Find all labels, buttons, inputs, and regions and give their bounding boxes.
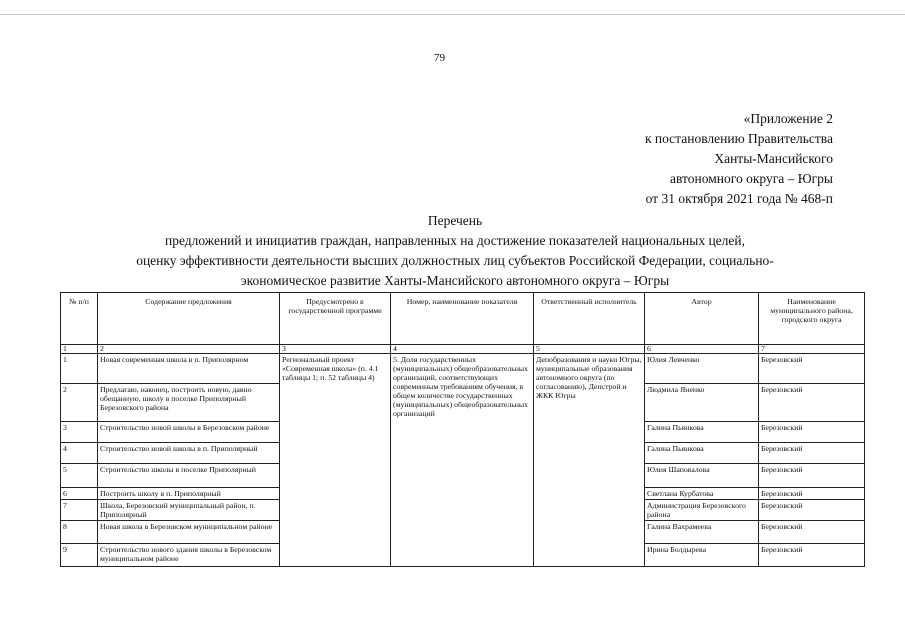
executor-cell: Депобразования и науки Югры, муниципальные образования автономного округа (по согласованию), Депстрой и ЖКК Югры — [534, 354, 645, 567]
row-proposal: Новая школа в Березовском муниципальном районе — [98, 521, 280, 544]
row-municipality: Березовский — [759, 422, 865, 443]
row-municipality: Березовский — [759, 521, 865, 544]
row-municipality: Березовский — [759, 544, 865, 567]
column-number: 2 — [98, 345, 280, 354]
header-number: № п/п — [61, 293, 98, 345]
scan-top-line — [0, 14, 905, 15]
appendix-header — [513, 109, 833, 209]
column-number: 3 — [280, 345, 391, 354]
row-proposal: Предлагаю, наконец, построить новую, давно обещанную, школу в поселке Приполярный Березовского района — [98, 384, 280, 422]
header-author: Автор — [645, 293, 759, 345]
row-number: 1 — [61, 354, 98, 384]
column-number: 6 — [645, 345, 759, 354]
row-number: 3 — [61, 422, 98, 443]
row-author: Галина Пьянкова — [645, 422, 759, 443]
row-author: Людмила Яненко — [645, 384, 759, 422]
table-row — [61, 354, 865, 384]
header-indicator: Номер, наименование показателя — [391, 293, 534, 345]
row-number: 2 — [61, 384, 98, 422]
header-program: Предусмотрено в государственной программе — [280, 293, 391, 345]
header-proposal: Содержание предложения — [98, 293, 280, 345]
row-municipality: Березовский — [759, 500, 865, 521]
row-number: 8 — [61, 521, 98, 544]
row-municipality: Березовский — [759, 354, 865, 384]
column-number-row — [61, 345, 865, 354]
row-author: Галина Пьянкова — [645, 443, 759, 464]
row-municipality: Березовский — [759, 464, 865, 488]
indicator-cell: 5. Доля государственных (муниципальных) общеобразовательных организаций, соответствующих современным требованиям обучения, в общем количестве государственных (муниципальных) общеобразовательных организаций — [391, 354, 534, 567]
appendix-line: Ханты-Мансийского — [714, 151, 833, 166]
row-proposal: Школа, Березовский муниципальный район, п. Приполярный — [98, 500, 280, 521]
row-author: Ирина Болдырева — [645, 544, 759, 567]
row-municipality: Березовский — [759, 443, 865, 464]
row-proposal: Новая современная школа в п. Приполярном — [98, 354, 280, 384]
row-proposal: Строительство новой школы в п. Приполярный — [98, 443, 280, 464]
proposals-table — [60, 292, 865, 567]
row-number: 7 — [61, 500, 98, 521]
header-executor: Ответственный исполнитель — [534, 293, 645, 345]
appendix-line: «Приложение 2 — [743, 111, 833, 126]
appendix-line: к постановлению Правительства — [644, 131, 833, 146]
program-cell: Региональный проект «Современная школа» (п. 4.1 таблицы 1; п. 52 таблицы 4) — [280, 354, 391, 567]
row-proposal: Строительство школы в поселке Приполярный — [98, 464, 280, 488]
row-municipality: Березовский — [759, 488, 865, 500]
row-proposal: Строительство новой школы в Березовском районе — [98, 422, 280, 443]
document-title — [60, 211, 850, 291]
row-author: Светлана Курбатова — [645, 488, 759, 500]
column-number: 1 — [61, 345, 98, 354]
title-line: Перечень — [427, 213, 483, 228]
title-line: предложений и инициатив граждан, направленных на достижение показателей национальных целей, — [165, 233, 745, 248]
row-proposal: Построить школу в п. Приполярный — [98, 488, 280, 500]
row-author: Галина Вахрамеева — [645, 521, 759, 544]
appendix-line: от 31 октября 2021 года № 468-п — [645, 191, 833, 206]
column-number: 7 — [759, 345, 865, 354]
appendix-line: автономного округа – Югры — [670, 171, 833, 186]
page-number: 79 — [434, 52, 445, 64]
column-number: 5 — [534, 345, 645, 354]
title-line: оценку эффективности деятельности высших должностных лиц субъектов Российской Федерации, социально- — [136, 253, 774, 268]
row-number: 5 — [61, 464, 98, 488]
header-municipality: Наименование муниципального района, городского округа — [759, 293, 865, 345]
row-proposal: Строительство нового здания школы в Березовском муниципальном районе — [98, 544, 280, 567]
table-header-row — [61, 293, 865, 345]
row-municipality: Березовский — [759, 384, 865, 422]
row-number: 6 — [61, 488, 98, 500]
row-author: Юлия Левченко — [645, 354, 759, 384]
row-number: 9 — [61, 544, 98, 567]
row-author: Юлия Шаповалова — [645, 464, 759, 488]
row-author: Администрация Березовского района — [645, 500, 759, 521]
column-number: 4 — [391, 345, 534, 354]
row-number: 4 — [61, 443, 98, 464]
title-line: экономическое развитие Ханты-Мансийского автономного округа – Югры — [240, 273, 670, 288]
